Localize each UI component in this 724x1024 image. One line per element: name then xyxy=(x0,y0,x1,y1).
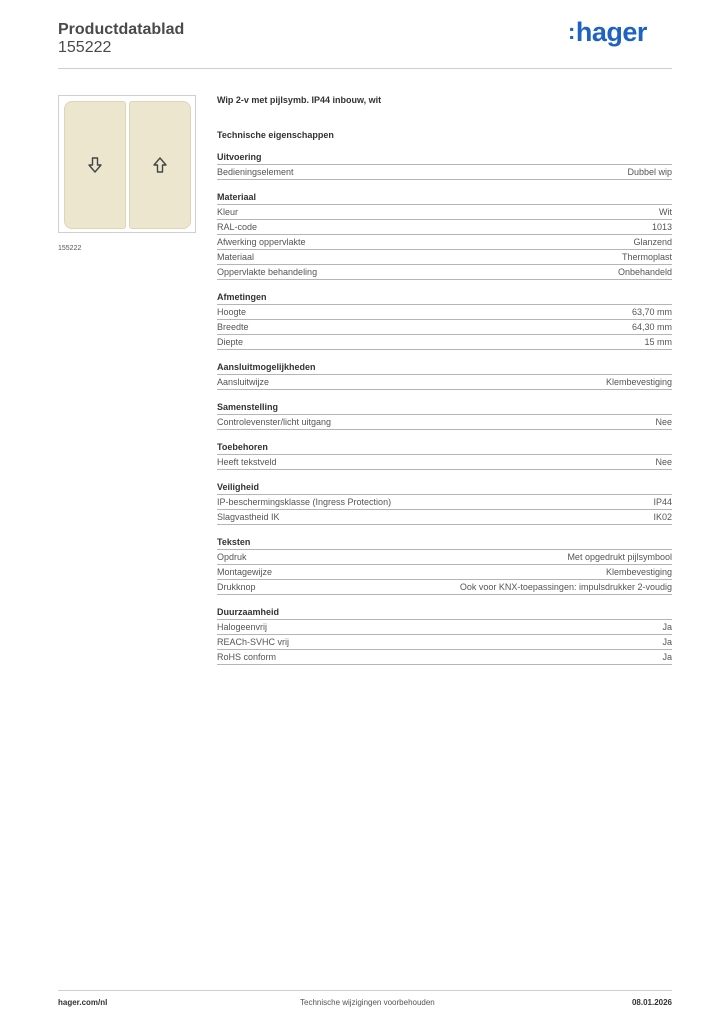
section-title: Samenstelling xyxy=(217,402,672,415)
spec-label: Hoogte xyxy=(217,307,247,317)
spec-label: Aansluitwijze xyxy=(217,377,270,387)
spec-row xyxy=(217,495,672,510)
spec-value: Glanzend xyxy=(633,237,672,247)
spec-label: Diepte xyxy=(217,337,244,347)
spec-value: Ja xyxy=(662,637,672,647)
spec-value: 64,30 mm xyxy=(631,322,672,332)
spec-label: Drukknop xyxy=(217,582,256,592)
section-title: Uitvoering xyxy=(217,152,672,165)
spec-label: Afwerking oppervlakte xyxy=(217,237,306,247)
footer-date: 08.01.2026 xyxy=(631,998,672,1007)
spec-row xyxy=(217,220,672,235)
spec-row xyxy=(217,580,672,595)
spec-value: Wit xyxy=(659,207,672,217)
spec-value: 63,70 mm xyxy=(631,307,672,317)
spec-row xyxy=(217,205,672,220)
left-rocker xyxy=(64,101,126,229)
spec-value: Dubbel wip xyxy=(627,167,672,177)
tech-heading: Technische eigenschappen xyxy=(217,130,334,140)
spec-row xyxy=(217,235,672,250)
spec-label: Slagvastheid IK xyxy=(217,512,280,522)
footer-website: hager.com/nl xyxy=(58,998,108,1007)
spec-value: Ja xyxy=(662,652,672,662)
hager-logo xyxy=(568,17,647,48)
spec-row xyxy=(217,250,672,265)
spec-section xyxy=(217,607,672,665)
spec-label: Opdruk xyxy=(217,552,247,562)
spec-section xyxy=(217,402,672,430)
spec-row xyxy=(217,415,672,430)
spec-label: Halogeenvrij xyxy=(217,622,268,632)
spec-row xyxy=(217,265,672,280)
spec-label: IP-beschermingsklasse (Ingress Protection) xyxy=(217,497,392,507)
section-title: Aansluitmogelijkheden xyxy=(217,362,672,375)
spec-label: Montagewijze xyxy=(217,567,273,577)
spec-label: RoHS conform xyxy=(217,652,277,662)
spec-label: Controlevenster/licht uitgang xyxy=(217,417,332,427)
spec-value: Nee xyxy=(655,417,672,427)
spec-row xyxy=(217,550,672,565)
spec-section xyxy=(217,442,672,470)
spec-value: IK02 xyxy=(653,512,672,522)
page-title: Productdatablad xyxy=(58,21,185,38)
spec-value: Ook voor KNX-toepassingen: impulsdrukker 2-voudig xyxy=(459,582,672,592)
footer-disclaimer: Technische wijzigingen voorbehouden xyxy=(300,998,435,1007)
section-title: Teksten xyxy=(217,537,672,550)
spec-row xyxy=(217,565,672,580)
spec-row xyxy=(217,320,672,335)
spec-value: Onbehandeld xyxy=(617,267,672,277)
right-rocker xyxy=(129,101,191,229)
spec-value: 1013 xyxy=(651,222,672,232)
spec-label: Breedte xyxy=(217,322,249,332)
spec-row xyxy=(217,305,672,320)
spec-row xyxy=(217,375,672,390)
spec-content xyxy=(217,95,672,665)
header-divider xyxy=(58,68,672,69)
spec-value: Klembevestiging xyxy=(605,377,672,387)
arrow-down-icon xyxy=(88,157,102,173)
spec-label: Heeft tekstveld xyxy=(217,457,277,467)
spec-value: Met opgedrukt pijlsymbool xyxy=(567,552,672,562)
product-code: 155222 xyxy=(58,39,112,56)
product-image xyxy=(58,95,196,233)
spec-value: Ja xyxy=(662,622,672,632)
spec-row xyxy=(217,510,672,525)
logo-mark: : xyxy=(568,19,575,44)
spec-label: Kleur xyxy=(217,207,239,217)
spec-row xyxy=(217,165,672,180)
spec-label: Bedieningselement xyxy=(217,167,294,177)
product-title: Wip 2-v met pijlsymb. IP44 inbouw, wit xyxy=(217,95,382,105)
spec-label: RAL-code xyxy=(217,222,258,232)
spec-row xyxy=(217,650,672,665)
section-title: Duurzaamheid xyxy=(217,607,672,620)
spec-section xyxy=(217,362,672,390)
spec-value: Klembevestiging xyxy=(605,567,672,577)
spec-label: REACh-SVHC vrij xyxy=(217,637,290,647)
footer-divider xyxy=(58,990,672,991)
spec-section xyxy=(217,482,672,525)
spec-label: Materiaal xyxy=(217,252,255,262)
logo-text: hager xyxy=(575,17,647,47)
spec-label: Oppervlakte behandeling xyxy=(217,267,318,277)
arrow-up-icon xyxy=(153,157,167,173)
spec-row xyxy=(217,455,672,470)
section-title: Toebehoren xyxy=(217,442,672,455)
section-title: Materiaal xyxy=(217,192,672,205)
spec-section xyxy=(217,152,672,180)
spec-value: 15 mm xyxy=(644,337,672,347)
spec-row xyxy=(217,335,672,350)
spec-value: Nee xyxy=(655,457,672,467)
spec-sections xyxy=(217,152,672,665)
section-title: Veiligheid xyxy=(217,482,672,495)
spec-row xyxy=(217,635,672,650)
spec-section xyxy=(217,292,672,350)
image-caption: 155222 xyxy=(58,245,82,252)
section-title: Afmetingen xyxy=(217,292,672,305)
spec-section xyxy=(217,192,672,280)
spec-value: IP44 xyxy=(653,497,672,507)
spec-value: Thermoplast xyxy=(621,252,672,262)
spec-row xyxy=(217,620,672,635)
spec-section xyxy=(217,537,672,595)
